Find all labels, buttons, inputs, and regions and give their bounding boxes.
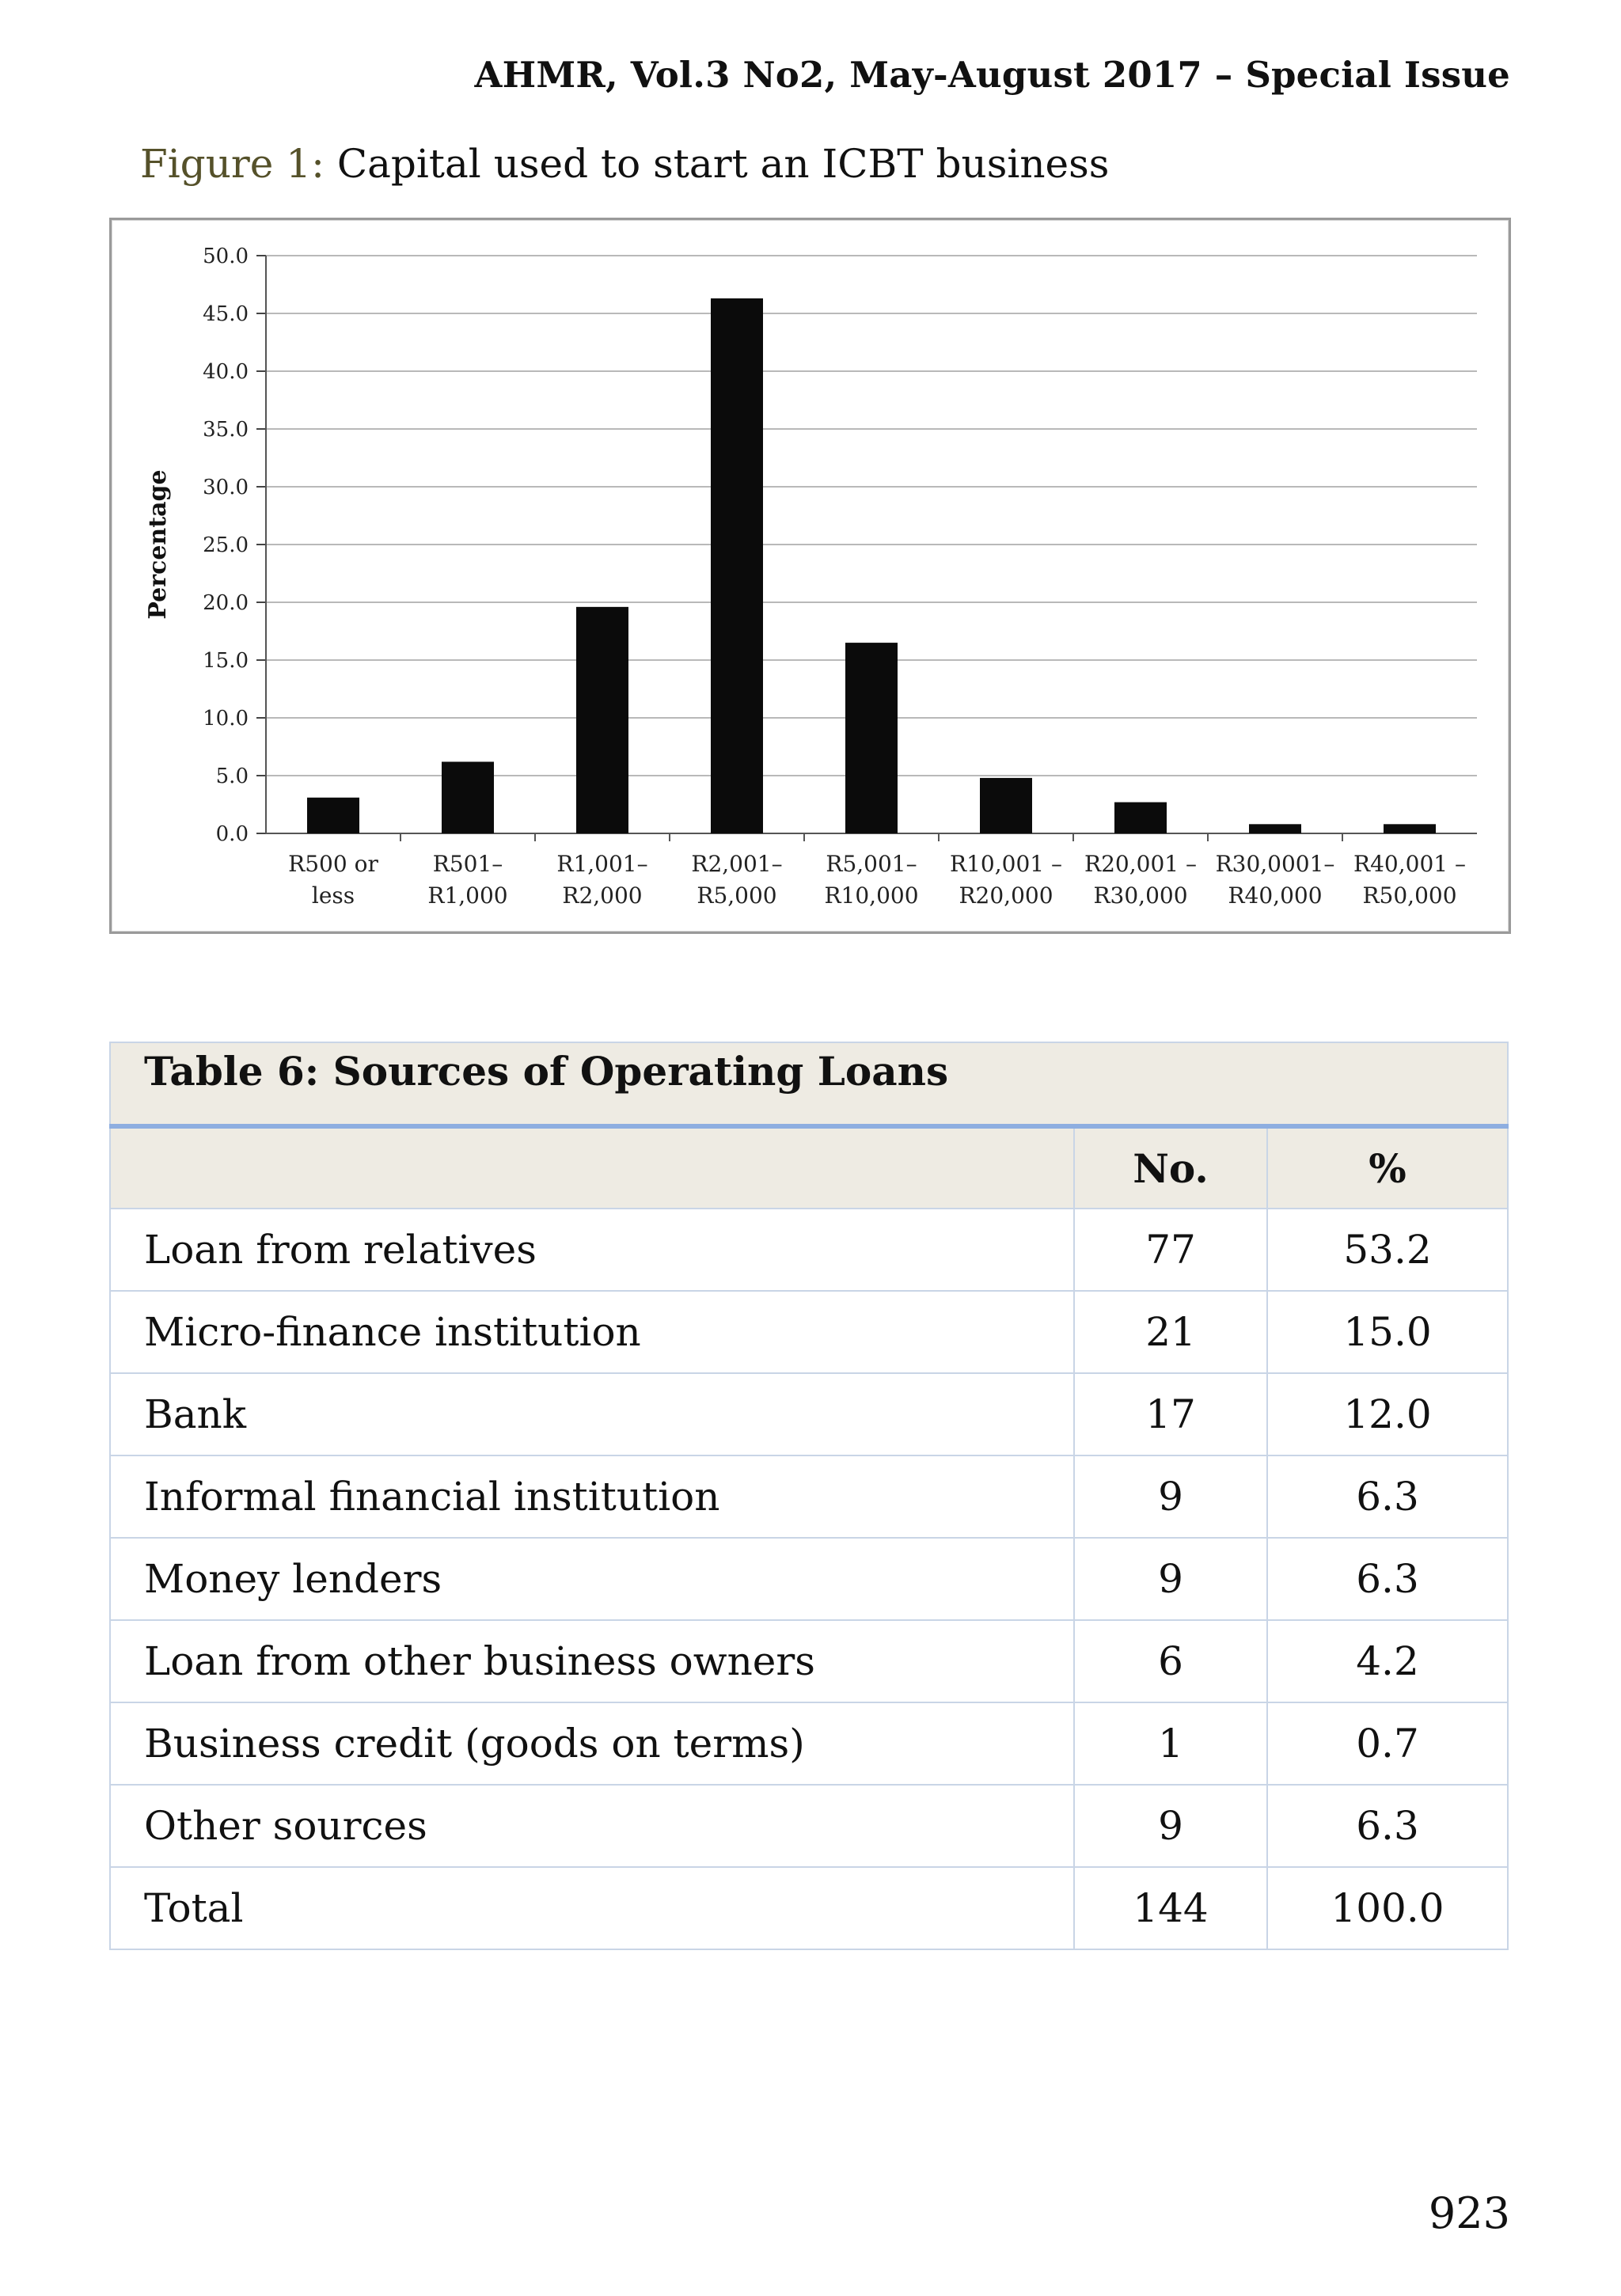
table-row (110, 1620, 1508, 1702)
y-tick-label: 0.0 (215, 822, 249, 846)
percent-cell: 6.3 (1267, 1538, 1508, 1620)
y-tick-label: 35.0 (203, 418, 249, 442)
x-tick-label: less (311, 882, 355, 909)
bar (576, 607, 628, 833)
x-tick-label: R30,0001– (1215, 851, 1335, 877)
x-tick-label: R50,000 (1362, 882, 1457, 909)
table-row (110, 1455, 1508, 1538)
count-cell: 21 (1074, 1291, 1267, 1373)
percent-cell: 12.0 (1267, 1373, 1508, 1455)
count-cell: 9 (1074, 1455, 1267, 1538)
table-row (110, 1373, 1508, 1455)
percent-cell: 100.0 (1267, 1867, 1508, 1949)
y-tick-label: 5.0 (215, 765, 249, 788)
x-tick-label: R5,000 (697, 882, 777, 909)
table-title: Table 6: Sources of Operating Loans (110, 1042, 1508, 1126)
x-tick-label: R2,000 (562, 882, 643, 909)
source-cell: Total (110, 1867, 1074, 1949)
x-tick-label: R20,001 – (1084, 851, 1197, 877)
x-tick-label: R5,001– (826, 851, 917, 877)
bar (711, 298, 763, 833)
figure-label: Figure 1: (140, 141, 325, 187)
x-tick-label: R40,000 (1228, 882, 1323, 909)
count-cell: 77 (1074, 1209, 1267, 1291)
count-cell: 9 (1074, 1538, 1267, 1620)
y-tick-label: 40.0 (203, 360, 249, 384)
x-tick-label: R10,000 (824, 882, 919, 909)
source-cell: Loan from other business owners (110, 1620, 1074, 1702)
y-tick-label: 50.0 (203, 245, 249, 268)
bar-chart (109, 218, 1511, 934)
source-cell: Informal financial institution (110, 1455, 1074, 1538)
x-tick-label: R20,000 (959, 882, 1053, 909)
table-header-row (110, 1126, 1508, 1209)
y-tick-label: 45.0 (203, 302, 249, 326)
percent-cell: 15.0 (1267, 1291, 1508, 1373)
figure-caption (140, 141, 1109, 187)
bar (442, 761, 494, 833)
y-tick-label: 20.0 (203, 591, 249, 615)
y-tick-label: 10.0 (203, 707, 249, 731)
source-cell: Micro-finance institution (110, 1291, 1074, 1373)
percent-cell: 0.7 (1267, 1702, 1508, 1785)
x-tick-label: R10,001 – (950, 851, 1062, 877)
column-header-percent: % (1267, 1126, 1508, 1209)
x-tick-label: R1,000 (427, 882, 508, 909)
percent-cell: 6.3 (1267, 1785, 1508, 1867)
table-title-row (110, 1042, 1508, 1126)
count-cell: 9 (1074, 1785, 1267, 1867)
count-cell: 1 (1074, 1702, 1267, 1785)
source-cell: Business credit (goods on terms) (110, 1702, 1074, 1785)
bar (1384, 824, 1436, 833)
x-tick-label: R40,001 – (1353, 851, 1466, 877)
percent-cell: 53.2 (1267, 1209, 1508, 1291)
y-tick-label: 25.0 (203, 533, 249, 557)
count-cell: 144 (1074, 1867, 1267, 1949)
table-row (110, 1702, 1508, 1785)
bar (845, 643, 898, 833)
x-tick-label: R2,001– (691, 851, 783, 877)
table-row (110, 1209, 1508, 1291)
y-tick-label: 15.0 (203, 649, 249, 673)
bar (1249, 824, 1301, 833)
loan-sources-table (109, 1042, 1509, 1950)
percent-cell: 4.2 (1267, 1620, 1508, 1702)
column-header-source (110, 1126, 1074, 1209)
chart-svg (112, 220, 1509, 932)
count-cell: 17 (1074, 1373, 1267, 1455)
table-row (110, 1538, 1508, 1620)
y-tick-label: 30.0 (203, 476, 249, 499)
source-cell: Bank (110, 1373, 1074, 1455)
x-tick-label: R30,000 (1093, 882, 1188, 909)
running-header: AHMR, Vol.3 No2, May-August 2017 – Special Issue (474, 54, 1510, 96)
column-header-no: No. (1074, 1126, 1267, 1209)
table-row (110, 1785, 1508, 1867)
table-row (110, 1291, 1508, 1373)
table-row-total (110, 1867, 1508, 1949)
source-cell: Money lenders (110, 1538, 1074, 1620)
bar (980, 778, 1032, 833)
count-cell: 6 (1074, 1620, 1267, 1702)
y-axis-label: Percentage (144, 469, 172, 620)
x-tick-label: R1,001– (556, 851, 648, 877)
x-tick-label: R500 or (288, 851, 378, 877)
bar (1114, 803, 1167, 833)
percent-cell: 6.3 (1267, 1455, 1508, 1538)
figure-caption-text: Capital used to start an ICBT business (336, 141, 1110, 187)
x-tick-label: R501– (432, 851, 503, 877)
page-number: 923 (1428, 2188, 1510, 2238)
bar (307, 798, 359, 833)
source-cell: Other sources (110, 1785, 1074, 1867)
source-cell: Loan from relatives (110, 1209, 1074, 1291)
